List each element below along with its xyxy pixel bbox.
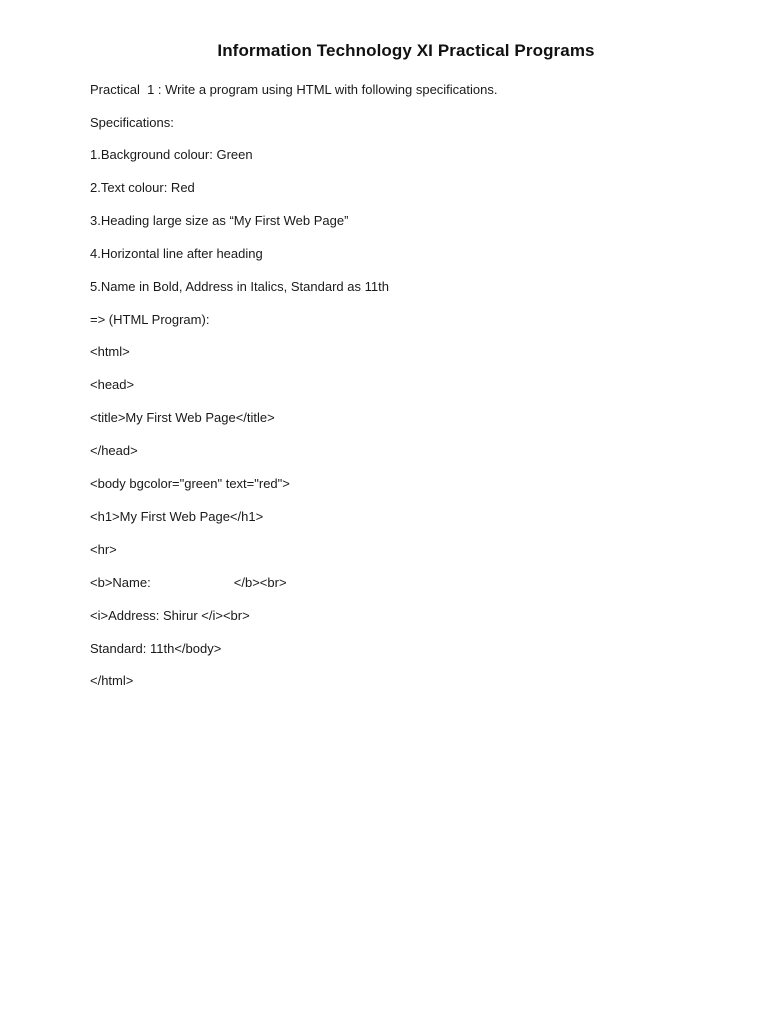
code-line: <hr> bbox=[90, 542, 117, 557]
code-line: Standard: 11th</body> bbox=[90, 641, 222, 656]
program-heading: => (HTML Program): bbox=[90, 312, 210, 327]
code-line: <title>My First Web Page</title> bbox=[90, 410, 275, 425]
code-line: </head> bbox=[90, 443, 138, 458]
code-line: <body bgcolor="green" text="red"> bbox=[90, 476, 290, 491]
page-title: Information Technology XI Practical Programs bbox=[217, 41, 595, 60]
code-line: <b>Name: </b><br> bbox=[90, 575, 287, 590]
spec-item-3: 3.Heading large size as “My First Web Page” bbox=[90, 213, 349, 228]
spec-item-5: 5.Name in Bold, Address in Italics, Standard as 11th bbox=[90, 279, 389, 294]
spec-item-2: 2.Text colour: Red bbox=[90, 180, 195, 195]
specifications-heading: Specifications: bbox=[90, 115, 174, 130]
code-line: </html> bbox=[90, 673, 134, 688]
code-line: <head> bbox=[90, 377, 135, 392]
practical-description: Practical 1 : Write a program using HTML with following specifications. bbox=[90, 82, 498, 97]
code-line: <i>Address: Shirur </i><br> bbox=[90, 608, 250, 623]
code-line: <html> bbox=[90, 344, 130, 359]
spec-item-1: 1.Background colour: Green bbox=[90, 147, 253, 162]
code-line: <h1>My First Web Page</h1> bbox=[90, 509, 264, 524]
spec-item-4: 4.Horizontal line after heading bbox=[90, 246, 263, 261]
